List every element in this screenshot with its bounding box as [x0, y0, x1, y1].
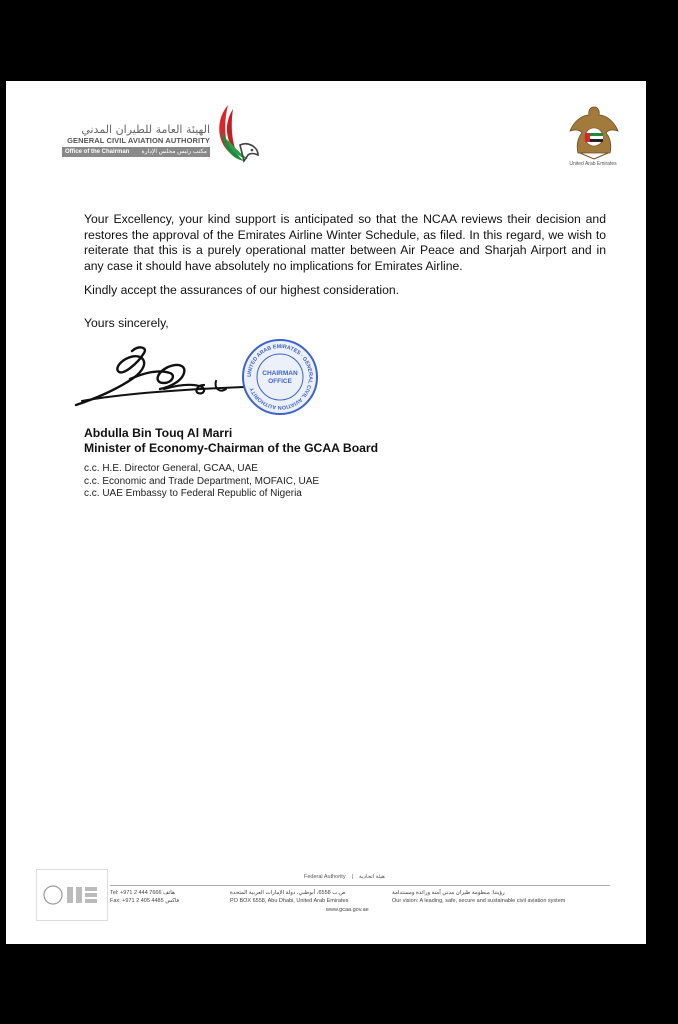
footer-vision-en: Our vision: A leading, safe, secure and sustainable civil aviation system: [392, 898, 566, 904]
gcaa-arabic-name: الهيئة العامة للطيران المدني: [81, 123, 210, 136]
stamp-outer-text: UNITED ARAB EMIRATES · GENERAL CIVIL AVIATION AUTHORITY: [246, 343, 314, 411]
stamp-center-line-2: OFFICE: [268, 378, 292, 385]
falcon-wing-icon: [214, 101, 264, 171]
letter-paragraph-2: Kindly accept the assurances of our highest consideration.: [84, 283, 400, 297]
emblem-label: United Arab Emirates: [569, 161, 617, 167]
letter-page: [6, 81, 646, 944]
office-label-en: Office of the Chairman: [65, 149, 130, 155]
footer-website: www.gcaa.gov.ae: [326, 907, 369, 913]
footer-certification-logo-icon: [37, 870, 107, 920]
footer-fax: Fax: +971 2 405 4485 فاكس: [110, 898, 180, 904]
uae-emblem: [564, 103, 624, 171]
footer-vision-ar: رؤيتنا: منظومة طيران مدني آمنة ورائدة ومستدامة: [392, 890, 505, 896]
gcaa-logo: [62, 101, 277, 171]
federal-authority-en: Federal Authority: [304, 874, 346, 880]
footer-federal-authority: Federal Authority | هيئة اتحادية: [304, 874, 385, 880]
uae-falcon-emblem-icon: [564, 103, 624, 161]
gcaa-english-name: GENERAL CIVIL AVIATION AUTHORITY: [67, 136, 210, 145]
office-bar: [62, 147, 210, 157]
cc-list: [84, 463, 319, 501]
office-label-ar: مكتب رئيس مجلس الإدارة: [141, 149, 207, 155]
footer-address-en: PO BOX 6558, Abu Dhabi, United Arab Emirates: [230, 898, 349, 904]
footer-logo: [36, 869, 108, 921]
cc-item: c.c. H.E. Director General, GCAA, UAE: [84, 463, 258, 474]
handwritten-signature: [74, 343, 249, 413]
stamp-center-line-1: CHAIRMAN: [262, 370, 298, 377]
cc-item: c.c. Economic and Trade Department, MOFAIC, UAE: [84, 475, 320, 487]
footer-tel: Tel: +971 2 444 7666 هاتف: [110, 890, 175, 896]
chairman-office-stamp: [240, 337, 320, 417]
footer-address-ar: ص.ب 6558، أبوظبي، دولة الإمارات العربية المتحدة: [230, 890, 346, 896]
signatory-name: Abdulla Bin Touq Al Marri: [84, 426, 233, 440]
footer-divider: [110, 885, 610, 886]
signatory-title: Minister of Economy-Chairman of the GCAA Board: [84, 441, 379, 455]
federal-authority-ar: هيئة اتحادية: [359, 874, 385, 880]
letter-closing: Yours sincerely,: [84, 316, 169, 330]
letter-paragraph-1: Your Excellency, your kind support is anticipated so that the NCAA reviews their decision and restores the approval of the Emirates Airline Winter Schedule, as filed. In this regard, we wish to reiterate that this is a purely operational matter between Air Peace and Sharjah Airport and in any case it should have absolutely no implications for Emirates Airline.: [84, 212, 606, 273]
cc-item: c.c. UAE Embassy to Federal Republic of Nigeria: [84, 488, 302, 500]
